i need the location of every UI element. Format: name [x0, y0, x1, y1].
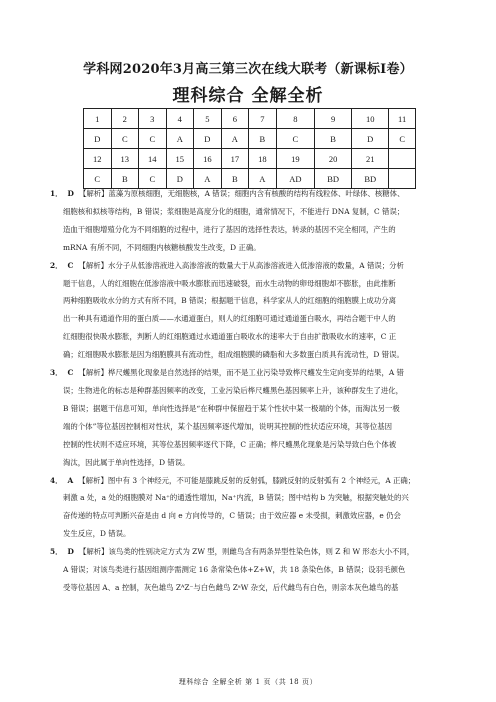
question-number-cell: 9 — [315, 109, 352, 129]
explanation-first-line — [50, 257, 435, 275]
explanation-text-line: 题干信息，人的红细胞在低渗溶液中吸水膨胀而迅速破裂，而水生动物的卵母细胞却不膨胀，由此推断 — [63, 278, 396, 288]
explanation-text-line: 误；生物进化的标志是种群基因频率的改变，工业污染后桦尺蠖黑色基因频率上升，该种群发生了进化， — [63, 385, 403, 395]
explanation-item — [50, 257, 435, 364]
answer-cell: AD — [276, 169, 314, 189]
question-number-row — [84, 109, 416, 129]
answer-cell: B — [249, 129, 277, 149]
answer-cell: A — [194, 169, 222, 189]
page-title: 学科网2020年3月高三第三次在线大联考（新课标I卷） — [83, 62, 413, 77]
explanation-text-line: 造血干细胞增殖分化为不同细胞的过程中，进行了基因的选择性表达，转录的基因不完全相同，产生的 — [63, 224, 396, 234]
explanation-text: 【解析】图中有 3 个神经元，不可能是膝跳反射的反射弧，膝跳反射的反射弧有 2 个神经元，A 正确； — [78, 475, 416, 485]
explanation-text-line: 红细胞很快吸水膨胀，判断人的红细胞通过水通道蛋白吸收水的速率大于自由扩散吸收水的速率，C 正 — [63, 332, 397, 342]
explanation-item — [50, 543, 435, 597]
question-number-cell: 18 — [249, 149, 277, 169]
answer-cell: BD — [315, 169, 352, 189]
explanation-item — [50, 185, 435, 257]
question-number-cell: 1 — [84, 109, 112, 129]
explanation-text: 【解析】桦尺蠖黑化现象是自然选择的结果，而不是工业污染导致桦尺蠖发生定向变异的结果，A 错 — [78, 368, 404, 378]
answer-cell: A — [166, 129, 194, 149]
question-number: 5． — [50, 547, 63, 557]
question-number-cell — [389, 149, 416, 169]
explanation-text-line: 发生反应，D 错误。 — [63, 529, 131, 539]
explanation-text-line: 出一种具有通道作用的蛋白质——水通道蛋白，则人的红细胞可通过通道蛋白吸水，再结合题干中人的 — [63, 314, 396, 324]
answer-cell: C — [139, 129, 167, 149]
answer-cell: C — [111, 129, 139, 149]
explanation-text: 【解析】水分子从低渗溶液进入高渗溶液的数量大于从高渗溶液进入低渗溶液的数量，A 错误；分析 — [78, 260, 404, 270]
explanation-text-line: 淘汰，因此属于单向性选择，D 错误。 — [63, 457, 190, 467]
question-number: 1． — [50, 189, 63, 198]
explanations — [50, 185, 435, 597]
answer-letter: D — [67, 189, 74, 198]
question-number-cell: 16 — [194, 149, 222, 169]
question-number-cell: 20 — [315, 149, 352, 169]
explanation-text-line: mRNA 有所不同，不同细胞内核糖核酸发生改变，D 正确。 — [63, 242, 261, 252]
answer-cell: C — [276, 129, 314, 149]
question-number-cell: 5 — [194, 109, 222, 129]
explanation-text: 【解析】该鸟类的性别决定方式为 ZW 型，则雌鸟含有两条异型性染色体，则 Z 和 W 形态大小不同， — [78, 547, 415, 557]
explanation-text-line: 细胞核和拟核等结构，B 错误；浆细胞是高度分化的细胞，通常情况下，不能进行 DNA 复制，C 错误； — [63, 206, 405, 216]
explanation-text-line: 确；红细胞吸水膨胀是因为细胞膜具有流动性，组成细胞膜的磷脂和大多数蛋白质具有流动性，D 错误。 — [63, 350, 404, 360]
question-number-cell: 14 — [139, 149, 167, 169]
explanation-first-line — [50, 472, 435, 490]
answer-cell: D — [352, 129, 389, 149]
question-number-cell: 15 — [166, 149, 194, 169]
answer-cell: D — [194, 129, 222, 149]
answer-table — [83, 108, 416, 189]
question-number-cell: 8 — [276, 109, 314, 129]
question-number-cell: 11 — [389, 109, 416, 129]
answer-letter: C — [67, 260, 74, 270]
answer-cell: B — [111, 169, 139, 189]
explanation-first-line — [50, 185, 435, 203]
question-number-cell: 6 — [221, 109, 249, 129]
page-footer: 理科综合 全解全析 第 1 页（共 18 页） — [178, 678, 318, 686]
explanation-text-line: 奋传递的特点可判断兴奋是由 d 向 e 方向传导的，C 错误；由于效应器 e 未受损，刺激效应器，e 仍会 — [63, 511, 401, 521]
explanation-item — [50, 364, 435, 471]
question-number: 2． — [50, 260, 63, 270]
question-number-cell: 10 — [352, 109, 389, 129]
explanation-text-line: 控制的性状则不适应环境，其等位基因频率逐代下降，C 正确；桦尺蠖黑化现象是污染导致白色个体被 — [63, 439, 397, 449]
answer-row — [84, 129, 416, 149]
explanation-text-line: 端的个体”等位基因控制相对性状，某个基因频率逐代增加，说明其控制的性状适应环境，其等位基因 — [63, 421, 392, 431]
answer-cell: B — [221, 169, 249, 189]
question-number-row — [84, 149, 416, 169]
question-number-cell: 17 — [221, 149, 249, 169]
answer-cell: C — [84, 169, 112, 189]
answer-cell: C — [139, 169, 167, 189]
explanation-first-line — [50, 364, 435, 382]
question-number: 4． — [50, 475, 63, 485]
explanation-first-line — [50, 543, 435, 561]
answer-letter: D — [67, 547, 74, 557]
question-number-cell: 4 — [166, 109, 194, 129]
question-number-cell: 21 — [352, 149, 389, 169]
answer-cell: BD — [352, 169, 389, 189]
explanation-text-line: 刺激 a 处，a 处的细胞膜对 Na⁺的通透性增加，Na⁺内流，B 错误；图中结构 b 为突触，根据突触处的兴 — [63, 493, 409, 503]
question-number: 3． — [50, 368, 63, 378]
explanation-item — [50, 472, 435, 544]
explanation-text-line: A 错误；对该鸟类进行基因组测序需测定 16 条常染色体+Z+W，共 18 条染色体，B 错误；设羽毛颜色 — [63, 565, 406, 575]
answer-cell: C — [389, 129, 416, 149]
page-subtitle: 理科综合 全解全析 — [172, 86, 324, 106]
question-number-cell: 12 — [84, 149, 112, 169]
answer-cell: A — [221, 129, 249, 149]
answer-cell: B — [315, 129, 352, 149]
question-number-cell: 13 — [111, 149, 139, 169]
answer-cell: A — [249, 169, 277, 189]
answer-letter: A — [67, 475, 74, 485]
question-number-cell: 19 — [276, 149, 314, 169]
explanation-text-line: B 错误；据题干信息可知，单向性选择是“在种群中保留趋于某个性状中某一极端的个体，而淘汰另一极 — [63, 403, 400, 413]
question-number-cell: 3 — [139, 109, 167, 129]
answer-cell: D — [84, 129, 112, 149]
question-number-cell: 7 — [249, 109, 277, 129]
question-number-cell: 2 — [111, 109, 139, 129]
explanation-text-line: 受等位基因 A、a 控制，灰色雄鸟 ZᴬZ⁻与白色雌鸟 ZᵃW 杂交，后代雌鸟有白色，则亲本灰色雄鸟的基 — [63, 582, 399, 592]
answer-letter: C — [67, 368, 74, 378]
explanation-text: 【解析】蓝藻为原核细胞，无细胞核，A 错误；细胞内含有核酸的结构有线粒体、叶绿体、核糖体、 — [78, 189, 405, 198]
answer-cell: D — [166, 169, 194, 189]
explanation-text-line: 两种细胞吸收水分的方式有所不同，B 错误；根据题干信息，科学家从人的红细胞的细胞膜上成功分离 — [63, 296, 396, 306]
